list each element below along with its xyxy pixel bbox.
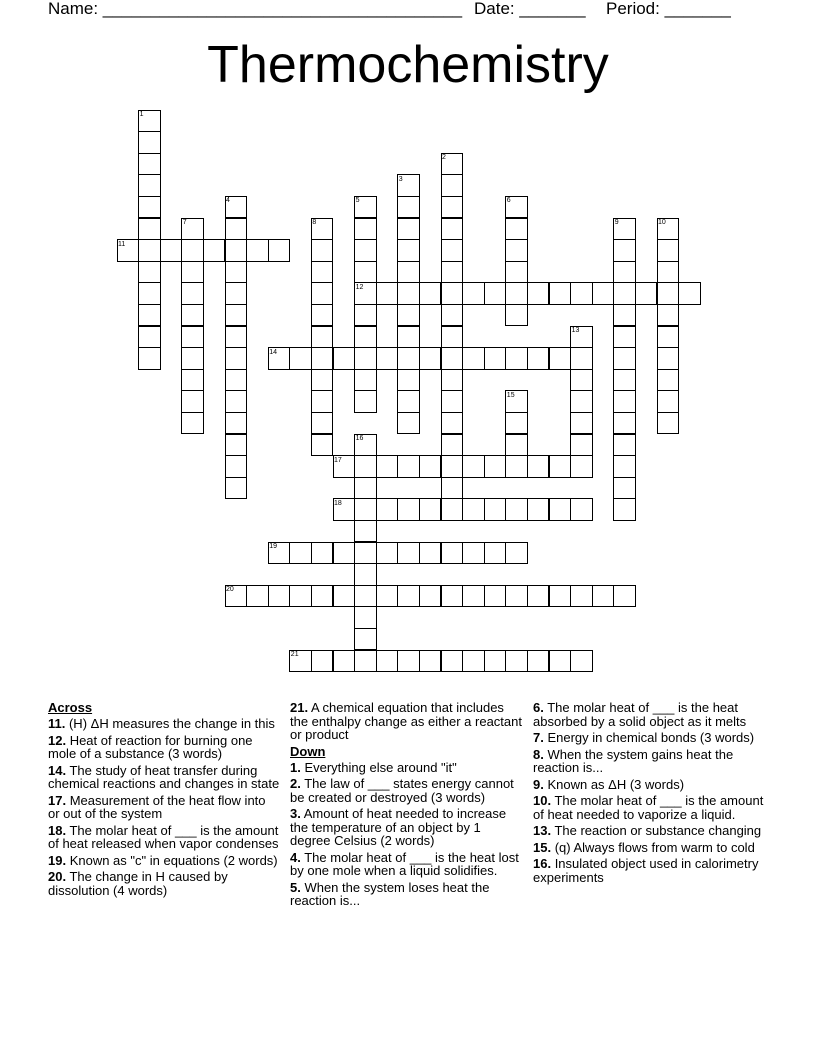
grid-cell[interactable] <box>505 650 528 673</box>
clue-across-20 <box>48 870 280 897</box>
clue-down-6 <box>533 701 765 728</box>
grid-cell[interactable] <box>354 218 377 241</box>
grid-cell[interactable] <box>225 455 248 478</box>
grid-cell[interactable] <box>138 326 161 349</box>
clue-number-label: 11 <box>118 240 126 248</box>
clue-number-label: 17 <box>334 456 342 464</box>
grid-cell[interactable] <box>505 218 528 241</box>
clue-number: 7. <box>533 730 544 745</box>
grid-cell[interactable] <box>354 477 377 500</box>
grid-cell[interactable] <box>570 434 593 457</box>
grid-cell[interactable] <box>549 498 572 521</box>
clue-text: The molar heat of ___ is the amount of heat released when vapor condenses <box>48 822 279 851</box>
grid-cell[interactable] <box>333 650 356 673</box>
clue-down-16 <box>533 857 765 884</box>
grid-cell[interactable] <box>592 282 615 305</box>
clue-text: The molar heat of ___ is the amount of heat needed to vaporize a liquid. <box>533 793 764 822</box>
grid-cell[interactable] <box>397 326 420 349</box>
grid-cell[interactable] <box>376 585 399 608</box>
grid-cell[interactable] <box>484 585 507 608</box>
grid-cell[interactable] <box>138 174 161 197</box>
clue-down-13 <box>533 824 765 838</box>
grid-cell[interactable] <box>657 390 680 413</box>
clue-number-label: 13 <box>571 327 580 334</box>
clue-text: Known as ΔH (3 words) <box>543 776 685 792</box>
grid-cell[interactable] <box>311 390 334 413</box>
grid-cell[interactable] <box>354 606 377 629</box>
grid-cell[interactable] <box>311 585 334 608</box>
clue-down-9 <box>533 778 765 792</box>
clue-number-label: 20 <box>226 586 234 594</box>
grid-cell[interactable] <box>527 282 550 305</box>
grid-cell[interactable] <box>397 498 420 521</box>
grid-cell[interactable] <box>397 304 420 327</box>
grid-cell[interactable] <box>484 650 507 673</box>
grid-cell[interactable] <box>505 282 528 305</box>
clue-across-14 <box>48 764 280 791</box>
grid-cell[interactable] <box>419 650 442 673</box>
grid-cell[interactable] <box>549 585 572 608</box>
grid-cell[interactable] <box>311 282 334 305</box>
clue-number-label: 19 <box>269 543 277 550</box>
clue-text: Energy in chemical bonds (3 words) <box>543 730 755 745</box>
across-heading: Across <box>48 700 93 715</box>
grid-cell[interactable] <box>527 585 550 608</box>
clue-text: Measurement of the heat flow into or out of the system <box>48 792 266 821</box>
grid-cell[interactable] <box>225 282 248 305</box>
grid-cell[interactable] <box>354 520 377 543</box>
grid-cell[interactable] <box>311 412 334 435</box>
grid-cell[interactable] <box>613 585 636 608</box>
grid-cell[interactable] <box>505 542 528 565</box>
grid-cell[interactable] <box>441 585 464 608</box>
grid-cell[interactable] <box>570 585 593 608</box>
grid-cell[interactable] <box>181 390 204 413</box>
grid-cell[interactable] <box>505 304 528 327</box>
grid-cell[interactable] <box>311 347 334 370</box>
grid-cell[interactable] <box>354 542 377 565</box>
clue-number-label: 18 <box>334 499 342 507</box>
grid-cell[interactable] <box>613 326 636 349</box>
grid-cell[interactable] <box>354 326 377 349</box>
grid-cell[interactable] <box>657 326 680 349</box>
grid-cell[interactable] <box>225 434 248 457</box>
grid-cell[interactable] <box>225 347 248 370</box>
grid-cell[interactable] <box>397 542 420 565</box>
grid-cell[interactable] <box>441 650 464 673</box>
clues-column-1 <box>48 701 280 900</box>
grid-cell[interactable] <box>419 347 442 370</box>
grid-cell[interactable] <box>225 477 248 500</box>
clue-text: The molar heat of ___ is the heat absorbed by a solid object as it melts <box>533 700 747 729</box>
grid-cell[interactable] <box>549 347 572 370</box>
grid-cell[interactable] <box>613 477 636 500</box>
grid-cell[interactable] <box>225 369 248 392</box>
grid-cell[interactable] <box>441 412 464 435</box>
grid-cell[interactable] <box>397 585 420 608</box>
grid-cell[interactable] <box>289 347 312 370</box>
grid-cell[interactable] <box>397 282 420 305</box>
grid-cell[interactable] <box>613 261 636 284</box>
grid-cell[interactable] <box>527 347 550 370</box>
grid-cell[interactable] <box>549 455 572 478</box>
grid-cell[interactable] <box>181 326 204 349</box>
grid-cell[interactable] <box>311 369 334 392</box>
clue-number-label: 5 <box>355 197 360 205</box>
page-title: Thermochemistry <box>207 36 609 94</box>
grid-cell[interactable] <box>376 282 399 305</box>
grid-cell[interactable] <box>397 261 420 284</box>
grid-cell[interactable] <box>181 304 204 327</box>
grid-cell[interactable] <box>354 563 377 586</box>
grid-cell[interactable] <box>419 542 442 565</box>
clue-number: 8. <box>533 746 544 762</box>
grid-cell[interactable] <box>138 261 161 284</box>
clue-number: 1. <box>290 759 301 775</box>
grid-cell[interactable] <box>613 455 636 478</box>
clue-number-label: 21 <box>290 651 299 658</box>
clue-across-21 <box>290 701 522 742</box>
clue-number-label: 12 <box>355 283 364 291</box>
grid-cell[interactable] <box>181 347 204 370</box>
grid-cell[interactable] <box>527 650 550 673</box>
grid-cell[interactable] <box>354 628 377 651</box>
grid-cell[interactable] <box>484 498 507 521</box>
grid-cell[interactable] <box>441 498 464 521</box>
grid-cell[interactable] <box>354 455 377 478</box>
clue-number-label: 7 <box>182 219 187 226</box>
clue-number-label: 1 <box>139 111 144 118</box>
grid-cell[interactable] <box>570 498 593 521</box>
grid-cell[interactable] <box>397 239 420 262</box>
grid-cell[interactable] <box>505 412 528 435</box>
grid-cell[interactable] <box>570 282 593 305</box>
clue-across-19 <box>48 854 280 868</box>
grid-cell[interactable] <box>419 455 442 478</box>
clue-text: Known as "c" in equations (2 words) <box>66 852 278 868</box>
clue-number: 17. <box>48 792 67 808</box>
grid-cell[interactable] <box>505 239 528 262</box>
clue-down-8 <box>533 748 765 775</box>
grid-cell[interactable] <box>462 650 485 673</box>
grid-cell[interactable] <box>635 282 658 305</box>
grid-cell[interactable] <box>592 585 615 608</box>
clue-number: 9. <box>533 776 544 792</box>
grid-cell[interactable] <box>397 412 420 435</box>
clue-text: When the system gains heat the reaction is... <box>533 746 734 775</box>
grid-cell[interactable] <box>354 585 377 608</box>
period-field[interactable]: Period: _______ <box>606 0 731 18</box>
clue-text: A chemical equation that includes the enthalpy change as either a reactant or product <box>290 700 522 742</box>
grid-cell[interactable] <box>657 369 680 392</box>
grid-cell[interactable] <box>462 542 485 565</box>
grid-cell[interactable] <box>138 196 161 219</box>
clue-number: 10. <box>533 793 552 808</box>
grid-cell[interactable] <box>333 347 356 370</box>
clue-number: 20. <box>48 869 67 884</box>
grid-cell[interactable] <box>462 282 485 305</box>
grid-cell[interactable] <box>311 261 334 284</box>
grid-cell[interactable] <box>419 282 442 305</box>
clue-number: 18. <box>48 822 67 838</box>
grid-cell[interactable] <box>397 347 420 370</box>
grid-cell[interactable] <box>613 412 636 435</box>
grid-cell[interactable] <box>354 347 377 370</box>
grid-cell[interactable] <box>354 239 377 262</box>
grid-cell[interactable] <box>570 390 593 413</box>
grid-cell[interactable] <box>441 326 464 349</box>
grid-cell[interactable] <box>289 585 312 608</box>
grid-cell[interactable] <box>678 282 701 305</box>
grid-cell[interactable] <box>268 585 291 608</box>
clue-number: 15. <box>533 839 552 855</box>
grid-cell[interactable] <box>484 455 507 478</box>
clue-text: The change in H caused by dissolution (4 words) <box>48 869 228 898</box>
grid-cell[interactable] <box>441 218 464 241</box>
clue-across-17 <box>48 794 280 821</box>
grid-cell[interactable] <box>570 347 593 370</box>
grid-cell[interactable] <box>441 239 464 262</box>
clue-text: Amount of heat needed to increase the temperature of an object by 1 degree Celsius (2 words) <box>290 806 507 848</box>
grid-cell[interactable] <box>311 542 334 565</box>
grid-cell[interactable] <box>203 239 226 262</box>
clue-number-label: 4 <box>226 197 230 205</box>
clues-column-3 <box>533 701 765 887</box>
clue-across-18 <box>48 824 280 851</box>
grid-cell[interactable] <box>354 390 377 413</box>
grid-cell[interactable] <box>613 498 636 521</box>
name-field[interactable]: Name: ______________________________________ <box>48 0 463 18</box>
grid-cell[interactable] <box>138 347 161 370</box>
grid-cell[interactable] <box>613 390 636 413</box>
grid-cell[interactable] <box>570 412 593 435</box>
grid-cell[interactable] <box>613 347 636 370</box>
grid-cell[interactable] <box>311 650 334 673</box>
grid-cell[interactable] <box>441 347 464 370</box>
grid-cell[interactable] <box>246 239 269 262</box>
grid-cell[interactable] <box>441 477 464 500</box>
grid-cell[interactable] <box>181 369 204 392</box>
clue-down-5 <box>290 881 522 908</box>
grid-cell[interactable] <box>441 196 464 219</box>
clue-number: 12. <box>48 732 67 748</box>
grid-cell[interactable] <box>462 585 485 608</box>
grid-cell[interactable] <box>225 326 248 349</box>
grid-cell[interactable] <box>354 650 377 673</box>
clue-down-4 <box>290 851 522 878</box>
grid-cell[interactable] <box>441 434 464 457</box>
grid-cell[interactable] <box>181 412 204 435</box>
grid-cell[interactable] <box>613 282 636 305</box>
grid-cell[interactable] <box>570 650 593 673</box>
grid-cell[interactable] <box>441 174 464 197</box>
grid-cell[interactable] <box>333 542 356 565</box>
clue-text: The molar heat of ___ is the heat lost by one mole when a liquid solidifies. <box>290 849 519 878</box>
clue-number-label: 8 <box>312 219 317 226</box>
clue-down-7 <box>533 731 765 745</box>
clue-number: 21. <box>290 700 309 715</box>
grid-cell[interactable] <box>225 412 248 435</box>
clue-number: 2. <box>290 776 301 791</box>
clue-text: (q) Always flows from warm to cold <box>551 839 755 855</box>
grid-cell[interactable] <box>441 390 464 413</box>
grid-cell[interactable] <box>354 498 377 521</box>
grid-cell[interactable] <box>462 455 485 478</box>
clue-number-label: 15 <box>506 391 515 399</box>
grid-cell[interactable] <box>376 542 399 565</box>
grid-cell[interactable] <box>505 434 528 457</box>
date-field[interactable]: Date: _______ <box>474 0 586 18</box>
grid-cell[interactable] <box>657 412 680 435</box>
clue-down-15 <box>533 841 765 855</box>
grid-cell[interactable] <box>441 304 464 327</box>
clue-down-10 <box>533 794 765 821</box>
grid-cell[interactable] <box>181 261 204 284</box>
grid-cell[interactable] <box>376 650 399 673</box>
grid-cell[interactable] <box>613 434 636 457</box>
grid-cell[interactable] <box>354 304 377 327</box>
grid-cell[interactable] <box>138 282 161 305</box>
clue-number-label: 2 <box>442 154 446 162</box>
grid-cell[interactable] <box>397 455 420 478</box>
grid-cell[interactable] <box>657 239 680 262</box>
grid-cell[interactable] <box>225 218 248 241</box>
grid-cell[interactable] <box>225 239 248 262</box>
grid-cell[interactable] <box>397 369 420 392</box>
grid-cell[interactable] <box>441 369 464 392</box>
clue-number-label: 14 <box>269 348 277 356</box>
grid-cell[interactable] <box>138 131 161 154</box>
clue-down-2 <box>290 777 522 804</box>
grid-cell[interactable] <box>376 347 399 370</box>
clue-down-1 <box>290 761 522 775</box>
clue-text: The reaction or substance changing <box>551 823 762 838</box>
clue-number: 5. <box>290 879 301 895</box>
grid-cell[interactable] <box>613 239 636 262</box>
grid-cell[interactable] <box>462 498 485 521</box>
grid-cell[interactable] <box>441 261 464 284</box>
clue-number: 6. <box>533 700 544 715</box>
grid-cell[interactable] <box>484 282 507 305</box>
clue-number: 13. <box>533 823 552 838</box>
clue-number-label: 10 <box>658 219 666 226</box>
grid-cell[interactable] <box>333 585 356 608</box>
grid-cell[interactable] <box>376 455 399 478</box>
grid-cell[interactable] <box>462 347 485 370</box>
clue-text: Heat of reaction for burning one mole of a substance (3 words) <box>48 732 253 761</box>
clue-number-label: 6 <box>506 197 511 205</box>
grid-cell[interactable] <box>657 282 680 305</box>
grid-cell[interactable] <box>527 455 550 478</box>
grid-cell[interactable] <box>549 282 572 305</box>
grid-cell[interactable] <box>311 304 334 327</box>
grid-cell[interactable] <box>311 434 334 457</box>
grid-cell[interactable] <box>289 542 312 565</box>
clue-text: When the system loses heat the reaction is... <box>290 879 490 908</box>
grid-cell[interactable] <box>549 650 572 673</box>
grid-cell[interactable] <box>397 218 420 241</box>
grid-cell[interactable] <box>505 585 528 608</box>
clue-down-3 <box>290 807 522 848</box>
clue-number: 19. <box>48 852 67 868</box>
grid-cell[interactable] <box>505 347 528 370</box>
grid-cell[interactable] <box>138 153 161 176</box>
clue-number: 4. <box>290 849 301 865</box>
clue-number: 16. <box>533 856 552 871</box>
grid-cell[interactable] <box>354 261 377 284</box>
clue-number: 3. <box>290 806 301 821</box>
grid-cell[interactable] <box>397 196 420 219</box>
clue-text: The study of heat transfer during chemical reactions and changes in state <box>48 762 280 791</box>
grid-cell[interactable] <box>441 542 464 565</box>
grid-cell[interactable] <box>376 498 399 521</box>
grid-cell[interactable] <box>419 498 442 521</box>
clue-text: Insulated object used in calorimetry experiments <box>533 856 759 885</box>
grid-cell[interactable] <box>613 304 636 327</box>
clue-across-11 <box>48 717 280 731</box>
grid-cell[interactable] <box>225 304 248 327</box>
grid-cell[interactable] <box>527 498 550 521</box>
grid-cell[interactable] <box>657 261 680 284</box>
grid-cell[interactable] <box>138 218 161 241</box>
grid-cell[interactable] <box>441 455 464 478</box>
grid-cell[interactable] <box>225 261 248 284</box>
grid-cell[interactable] <box>354 369 377 392</box>
grid-cell[interactable] <box>484 347 507 370</box>
grid-cell[interactable] <box>657 304 680 327</box>
clue-number: 11. <box>48 716 66 731</box>
grid-cell[interactable] <box>311 239 334 262</box>
grid-cell[interactable] <box>138 304 161 327</box>
grid-cell[interactable] <box>225 390 248 413</box>
clues-column-2 <box>290 701 522 911</box>
grid-cell[interactable] <box>138 239 161 262</box>
grid-cell[interactable] <box>181 282 204 305</box>
down-heading: Down <box>290 743 326 759</box>
grid-cell[interactable] <box>397 390 420 413</box>
clue-across-12 <box>48 734 280 761</box>
grid-cell[interactable] <box>613 369 636 392</box>
grid-cell[interactable] <box>397 650 420 673</box>
clue-text: The law of ___ states energy cannot be created or destroyed (3 words) <box>290 776 514 805</box>
clue-text: (H) ΔH measures the change in this <box>65 716 275 731</box>
grid-cell[interactable] <box>570 455 593 478</box>
grid-cell[interactable] <box>484 542 507 565</box>
grid-cell[interactable] <box>505 261 528 284</box>
grid-cell[interactable] <box>505 455 528 478</box>
clue-number: 14. <box>48 762 67 778</box>
clue-number-label: 3 <box>398 175 403 183</box>
grid-cell[interactable] <box>570 369 593 392</box>
grid-cell[interactable] <box>441 282 464 305</box>
grid-cell[interactable] <box>311 326 334 349</box>
clue-text: Everything else around "it" <box>300 759 457 775</box>
grid-cell[interactable] <box>657 347 680 370</box>
grid-cell[interactable] <box>268 239 291 262</box>
clue-number-label: 9 <box>614 219 619 226</box>
clue-number-label: 16 <box>355 435 364 442</box>
grid-cell[interactable] <box>505 498 528 521</box>
grid-cell[interactable] <box>246 585 269 608</box>
grid-cell[interactable] <box>181 239 204 262</box>
grid-cell[interactable] <box>160 239 183 262</box>
grid-cell[interactable] <box>419 585 442 608</box>
